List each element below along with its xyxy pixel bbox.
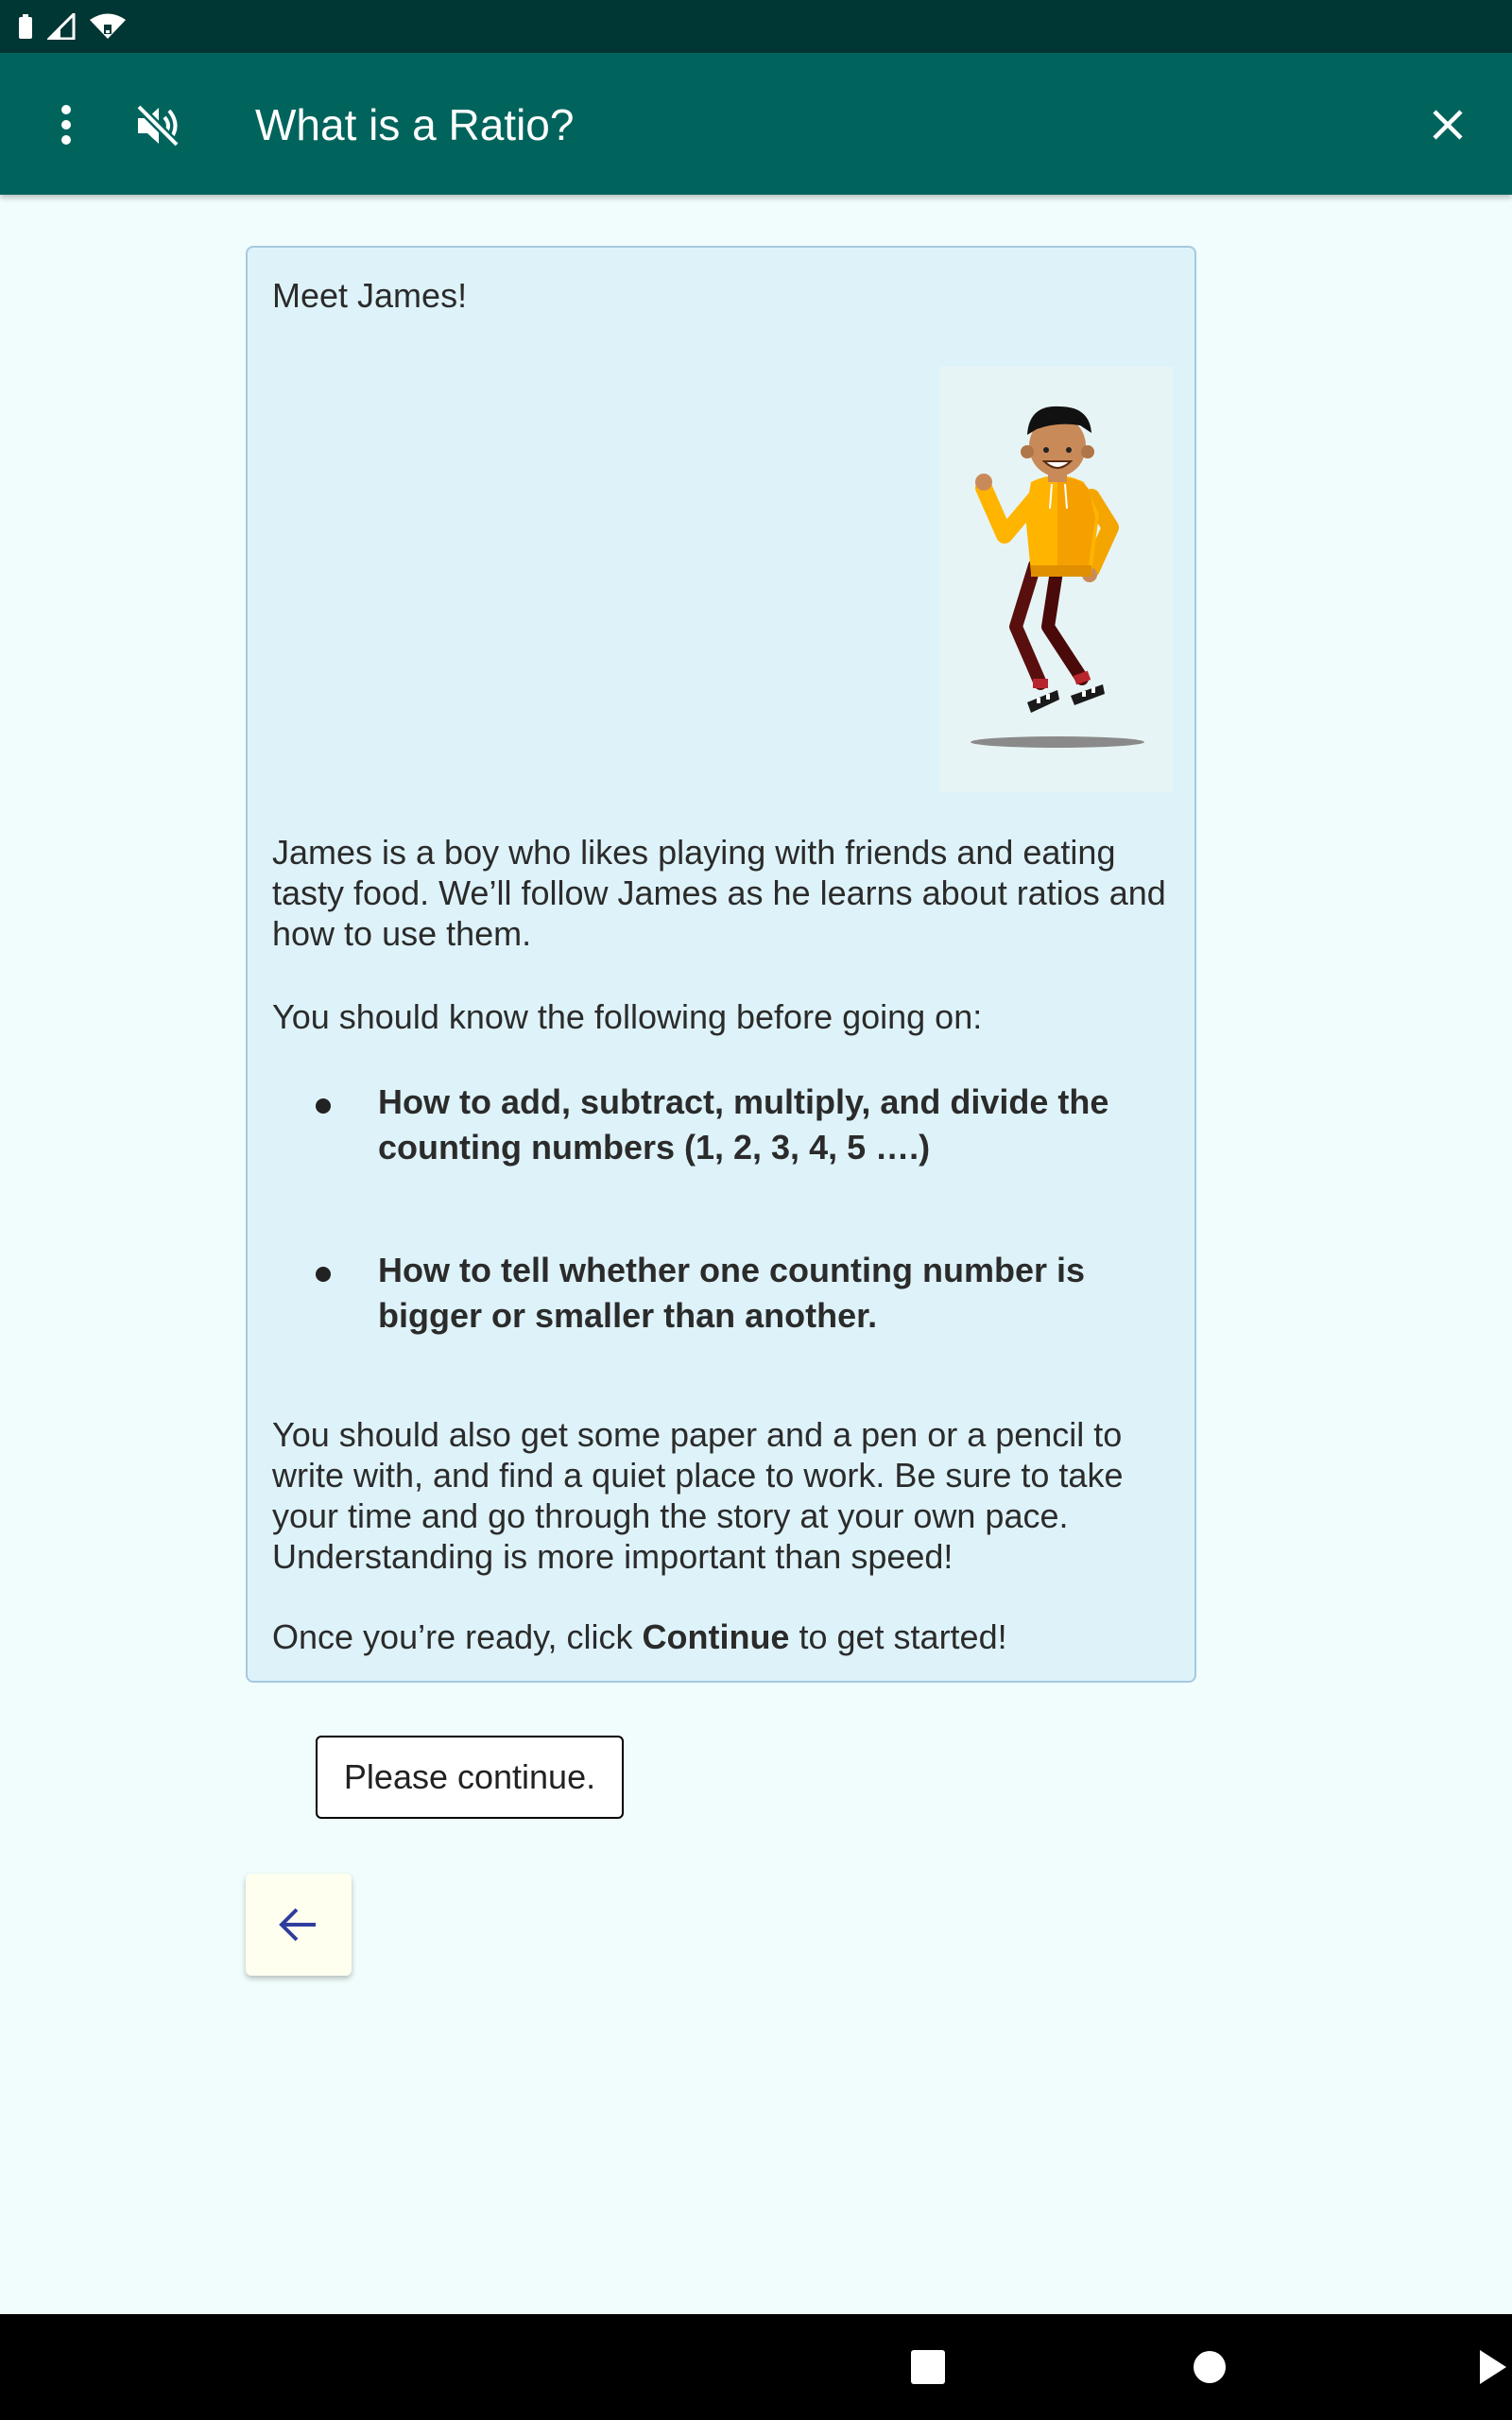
prerequisites-intro: You should know the following before going on: <box>272 997 983 1036</box>
lesson-card <box>246 246 1196 1683</box>
wifi-icon <box>89 13 127 40</box>
home-icon[interactable] <box>1193 2350 1227 2384</box>
recents-icon[interactable] <box>911 2350 945 2384</box>
prerequisite-text: How to add, subtract, multiply, and divide the counting numbers (1, 2, 3, 4, 5 ….) <box>378 1082 1109 1167</box>
page-title: What is a Ratio? <box>255 100 575 149</box>
app-bar <box>0 53 1512 195</box>
battery-icon <box>17 13 34 40</box>
more-options-button[interactable] <box>42 100 91 149</box>
close-icon <box>1432 109 1464 141</box>
supplies-paragraph: You should also get some paper and a pen or a pencil to write with, and find a quiet place to work. Be sure to take your time and go through the story at your own pace. Understanding is more important than speed! <box>272 1415 1124 1576</box>
prerequisite-text: How to tell whether one counting number is bigger or smaller than another. <box>378 1251 1086 1335</box>
james-illustration <box>940 367 1173 792</box>
audio-toggle-button[interactable] <box>129 96 187 155</box>
ready-prefix: Once you’re ready, click <box>272 1617 643 1656</box>
intro-paragraph: James is a boy who likes playing with friends and eating tasty food. We’ll follow James as he learns about ratios and how to use them. <box>272 833 1166 953</box>
continue-button[interactable]: Please continue. <box>316 1736 624 1819</box>
bullet-icon <box>316 1267 331 1282</box>
continue-keyword: Continue <box>642 1617 790 1656</box>
signal-icon <box>47 13 76 40</box>
ready-suffix: to get started! <box>789 1617 1007 1656</box>
system-nav-bar <box>0 2314 1512 2420</box>
close-button[interactable] <box>1421 98 1474 151</box>
card-heading: Meet James! <box>272 276 468 315</box>
back-button[interactable] <box>246 1874 352 1976</box>
back-triangle-icon[interactable] <box>1474 2348 1508 2386</box>
more-vert-icon <box>60 104 72 146</box>
ready-paragraph <box>272 1616 1179 1657</box>
status-bar <box>0 0 1512 53</box>
arrow-back-icon <box>278 1906 319 1944</box>
bullet-icon <box>316 1098 331 1114</box>
volume-off-icon <box>134 102 181 149</box>
